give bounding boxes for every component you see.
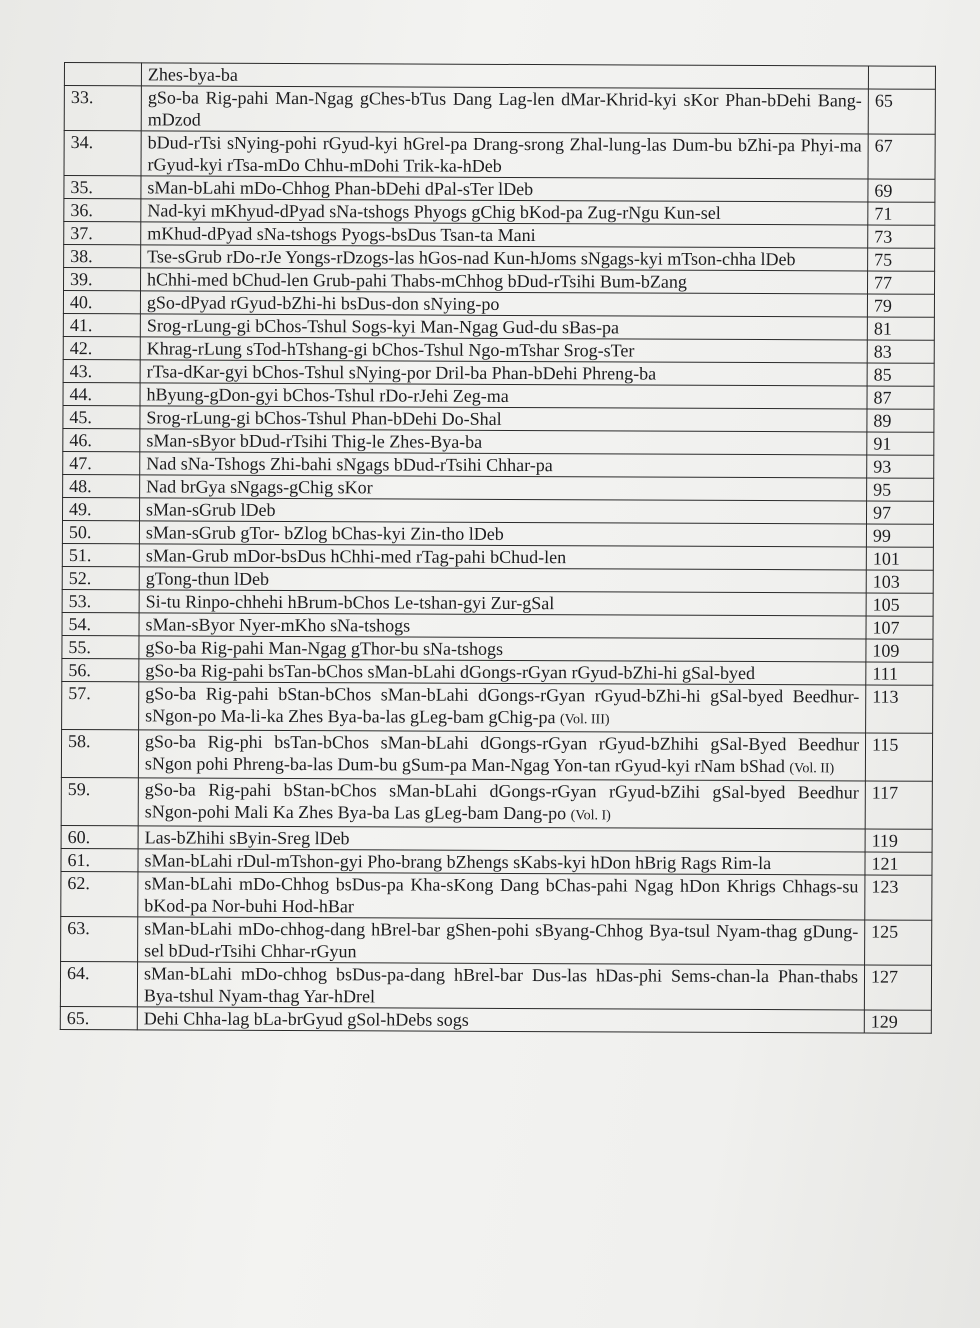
entry-number: 45. [63, 405, 140, 428]
entry-title-cell [139, 636, 866, 662]
entry-page-number: 87 [867, 386, 934, 409]
entry-number: 43. [63, 359, 140, 382]
table-row [61, 777, 932, 829]
entry-number: 47. [63, 451, 140, 474]
entry-title: Zhes-bya-ba [141, 63, 868, 89]
entry-title: rTsa-dKar-gyi bChos-Tshul sNying-por Dril-ba Phan-bDehi Phreng-ba [146, 361, 657, 384]
entry-page-number: 71 [868, 202, 935, 225]
entry-title-cell [141, 245, 868, 271]
table-row [61, 871, 932, 920]
entry-volume: (Vol. II) [789, 761, 835, 777]
table-row [64, 199, 935, 226]
entry-title: Nad-kyi mKhyud-dPyad sNa-tshogs Phyogs gChig bKod-pa Zug-rNgu Kun-sel [147, 200, 721, 223]
entry-title: sMan-Grub mDor-bsDus hChhi-med rTag-pahi bChud-len [145, 545, 567, 568]
entry-title-cell [141, 176, 868, 202]
entry-title: gTong-thun lDeb [145, 568, 270, 589]
table-row [63, 405, 934, 432]
entry-title-cell [139, 544, 866, 570]
entry-number: 39. [64, 268, 141, 291]
entry-title-cell [139, 682, 866, 733]
entry-page-cell [868, 66, 935, 89]
entry-number: 61. [61, 848, 138, 871]
entry-page-number: 95 [867, 478, 934, 501]
entry-title: Khrag-rLung sTod-hTshang-gi bChos-Tshul Ngo-mTshar Srog-sTer [146, 338, 635, 361]
entry-title: mKhud-dPyad sNa-tshogs Pyogs-bsDus Tsan-ta Mani [147, 223, 536, 246]
table-row [64, 176, 935, 203]
entry-title: hChhi-med bChud-len Grub-pahi Thabs-mChhog bDud-rTsihi Bum-bZang [147, 269, 687, 292]
entry-number: 40. [63, 291, 140, 314]
entry-title: gSo-ba Rig-pahi Man-Ngag gThor-bu sNa-tshogs [145, 637, 504, 659]
entry-number: 55. [62, 635, 139, 658]
entry-title-cell [138, 917, 865, 965]
entry-number: 65. [60, 1006, 137, 1029]
table-row [62, 658, 933, 685]
entry-page-number: 65 [868, 89, 935, 134]
entry-number: 37. [64, 222, 141, 245]
entry-page-number: 91 [867, 432, 934, 455]
entry-title: Srog-rLung-gi bChos-Tshul Sogs-kyi Man-Ngag Gud-du sBas-pa [146, 315, 620, 338]
entry-title-cell [139, 590, 866, 616]
table-row [63, 428, 934, 455]
entry-title: Dehi Chha-lag bLa-brGyud gSol-hDebs sogs [143, 1008, 469, 1030]
table-row [63, 291, 934, 318]
entry-title-cell [140, 360, 867, 386]
entry-number: 56. [62, 658, 139, 681]
entry-page-number: 83 [867, 340, 934, 363]
table-row [64, 222, 935, 249]
entry-title-cell [140, 291, 867, 317]
entry-title-cell [137, 1007, 864, 1033]
entry-number: 36. [64, 199, 141, 222]
entry-page-number: 121 [865, 852, 932, 875]
contents-table [60, 62, 936, 1034]
table-row [62, 566, 933, 593]
entry-number: 38. [64, 245, 141, 268]
table-row [63, 451, 934, 478]
table-row [61, 825, 932, 852]
entry-title-cell [138, 778, 865, 829]
entry-page-number: 73 [868, 225, 935, 248]
entry-number-cell [64, 63, 141, 86]
entry-page-number: 67 [868, 134, 935, 179]
entry-page-number: 109 [866, 639, 933, 662]
entry-title-cell [138, 849, 865, 875]
entry-page-number: 99 [866, 524, 933, 547]
entry-title-cell [139, 567, 866, 593]
entry-title-cell [139, 521, 866, 547]
entry-number: 62. [61, 871, 138, 916]
table-row [61, 916, 932, 965]
entry-number: 53. [62, 589, 139, 612]
entry-title-cell [138, 872, 865, 920]
entry-page-number: 127 [864, 965, 931, 1010]
entry-number: 64. [60, 961, 137, 1006]
entry-title: gSo-ba Rig-pahi bsTan-bChos sMan-bLahi dGongs-rGyan rGyud-bZhi-hi gSal-byed [145, 660, 756, 684]
entry-title: Nad brGya sNgags-gChig sKor [146, 476, 373, 498]
entry-title: sMan-sByor bDud-rTsihi Thig-le Zhes-Bya-ba [146, 430, 483, 452]
entry-number: 63. [61, 916, 138, 961]
entry-title-cell [140, 452, 867, 478]
table-row [60, 1006, 931, 1033]
entry-title-cell [140, 337, 867, 363]
entry-page-number: 111 [866, 662, 933, 685]
table-row [64, 131, 935, 180]
entry-title-cell [141, 222, 868, 248]
entry-title: hByung-gDon-gyi bChos-Tshul rDo-rJehi Zeg-ma [146, 384, 509, 406]
entry-number: 44. [63, 382, 140, 405]
entry-volume: (Vol. III) [559, 712, 610, 728]
table-row [61, 848, 932, 875]
entry-title: bDud-rTsi sNying-pohi rGyud-kyi hGrel-pa Drang-srong Zhal-lung-las Dum-bu bZhi-pa Phyi-ma rGyud-kyi rTsa-mDo Chhu-mDohi Trik-ka-hDeb [147, 132, 862, 176]
entry-title: sMan-bLahi rDul-mTshon-gyi Pho-brang bZhengs sKabs-kyi hDon hBrig Rags Rim-la [144, 850, 772, 874]
table-row [63, 474, 934, 501]
table-row [62, 612, 933, 639]
entry-page-number: 123 [865, 875, 932, 920]
entry-number: 54. [62, 612, 139, 635]
entry-page-number: 89 [867, 409, 934, 432]
entry-number: 46. [63, 428, 140, 451]
entry-title: sMan-sGrub gTor- bZlog bChas-kyi Zin-tho lDeb [145, 522, 504, 544]
entry-title: gSo-ba Rig-pahi bStan-bChos sMan-bLahi dGongs-rGyan rGyud-bZhi-hi gSal-byed Beedhur-sNgon-po Ma-li-ka Zhes Bya-ba-las gLeg-bam gChig-pa [145, 683, 860, 728]
entry-page-number: 117 [865, 781, 932, 829]
entry-title-cell [140, 406, 867, 432]
entry-title: sMan-sGrub lDeb [146, 499, 276, 520]
entry-title-cell [140, 383, 867, 409]
table-row [63, 336, 934, 363]
entry-title: Si-tu Rinpo-chhehi hBrum-bChos Le-tshan-gyi Zur-gSal [145, 591, 555, 614]
entry-page-number: 115 [865, 733, 932, 781]
entry-title: Nad sNa-Tshogs Zhi-bahi sNgags bDud-rTsihi Chhar-pa [146, 453, 553, 476]
table-row [63, 313, 934, 340]
entry-number: 34. [64, 131, 141, 176]
entry-number: 50. [62, 520, 139, 543]
entry-title-cell [141, 131, 868, 179]
entry-page-number: 105 [866, 593, 933, 616]
entry-title-cell [139, 659, 866, 685]
entry-page-number: 81 [867, 317, 934, 340]
entry-page-number: 107 [866, 616, 933, 639]
entry-number: 42. [63, 336, 140, 359]
entry-number: 57. [62, 681, 139, 729]
entry-number: 49. [62, 497, 139, 520]
entry-title-cell [140, 429, 867, 455]
entry-page-number: 125 [865, 920, 932, 965]
entry-title: gSo-ba Rig-pahi Man-Ngag gChes-bTus Dang Lag-len dMar-Khrid-kyi sKor Phan-bDehi Bang-mDzod [147, 87, 862, 130]
table-row [62, 497, 933, 524]
entry-title-cell [139, 498, 866, 524]
entry-number: 35. [64, 176, 141, 199]
table-row [62, 520, 933, 547]
entry-title-cell [141, 86, 868, 134]
entry-page-number: 113 [866, 685, 933, 733]
entry-page-number: 101 [866, 547, 933, 570]
table-row [62, 635, 933, 662]
entry-title: gSo-ba Rig-phi bsTan-bChos sMan-bLahi dGongs-rGyan rGyud-bZhihi gSal-Byed Beedhur sNgon pohi Phreng-ba-las Dum-bu gSum-pa Man-Ngag Yon-tan rGyud-kyi rNam bShad [144, 731, 860, 777]
table-row [64, 245, 935, 272]
entry-page-number: 129 [864, 1010, 931, 1033]
entry-title: sMan-bLahi mDo-chhog bsDus-pa-dang hBrel-bar Dus-las hDas-phi Sems-chan-la Phan-thabs Bya-tshul Nyam-thag Yar-hDrel [143, 963, 859, 1007]
entry-title-cell [137, 962, 864, 1010]
entry-title-cell [140, 475, 867, 501]
entry-title: gSo-dPyad rGyud-bZhi-hi bsDus-don sNying-po [146, 292, 500, 314]
entry-title-cell [141, 268, 868, 294]
table-row [60, 961, 931, 1010]
entry-number: 59. [61, 777, 138, 825]
table-row [64, 86, 935, 135]
entry-page-number: 103 [866, 570, 933, 593]
entry-title-cell [141, 199, 868, 225]
table-row [62, 589, 933, 616]
entry-page-number: 79 [867, 294, 934, 317]
entry-number: 60. [61, 825, 138, 848]
entry-title: sMan-bLahi mDo-chhog-dang hBrel-bar gShen-pohi sByang-Chhog Bya-tsul Nyam-thag gDung-sel bDud-rTsihi Chhar-rGyun [144, 918, 859, 962]
table-row-continuation [64, 63, 935, 90]
entry-page-number: 85 [867, 363, 934, 386]
entry-number: 33. [64, 86, 141, 131]
entry-title: gSo-ba Rig-pahi bStan-bChos sMan-bLahi dGongs-rGyan rGyud-bZihi gSal-byed Beedhur sNgon-pohi Mali Ka Zhes Bya-ba Las gLeg-bam Dang-po [144, 779, 859, 824]
entry-page-number: 69 [868, 179, 935, 202]
entry-title: sMan-sByor Nyer-mKho sNa-tshogs [145, 614, 411, 636]
entry-page-number: 77 [867, 271, 934, 294]
entry-title: Las-bZhihi sByin-Sreg lDeb [144, 827, 350, 849]
entry-number: 51. [62, 543, 139, 566]
table-row [62, 681, 933, 733]
entry-page-number: 97 [866, 501, 933, 524]
entry-page-number: 93 [867, 455, 934, 478]
table-row [63, 382, 934, 409]
entry-title-cell [139, 613, 866, 639]
table-row [63, 359, 934, 386]
entry-number: 52. [62, 566, 139, 589]
table-row [64, 268, 935, 295]
contents-table-body [60, 63, 935, 1034]
entry-volume: (Vol. I) [570, 808, 611, 824]
table-row [61, 729, 932, 781]
entry-title: sMan-bLahi mDo-Chhog Phan-bDehi dPal-sTer lDeb [147, 177, 534, 200]
entry-title: Tse-sGrub rDo-rJe Yongs-rDzogs-las hGos-nad Kun-hJoms sNgags-kyi mTson-chha lDeb [147, 246, 796, 270]
entry-title-cell [138, 730, 865, 781]
entry-page-number: 75 [868, 248, 935, 271]
entry-number: 41. [63, 313, 140, 336]
entry-title: Srog-rLung-gi bChos-Tshul Phan-bDehi Do-Shal [146, 407, 502, 429]
entry-title-cell [138, 826, 865, 852]
table-row [62, 543, 933, 570]
entry-number: 48. [63, 474, 140, 497]
entry-page-number: 119 [865, 829, 932, 852]
entry-title: sMan-bLahi mDo-Chhog bsDus-pa Kha-sKong Dang bChas-pahi Ngag hDon Khrigs Chhags-su bKod-pa Nor-buhi Hod-hBar [144, 873, 859, 917]
entry-title-cell [140, 314, 867, 340]
entry-number: 58. [61, 729, 138, 777]
